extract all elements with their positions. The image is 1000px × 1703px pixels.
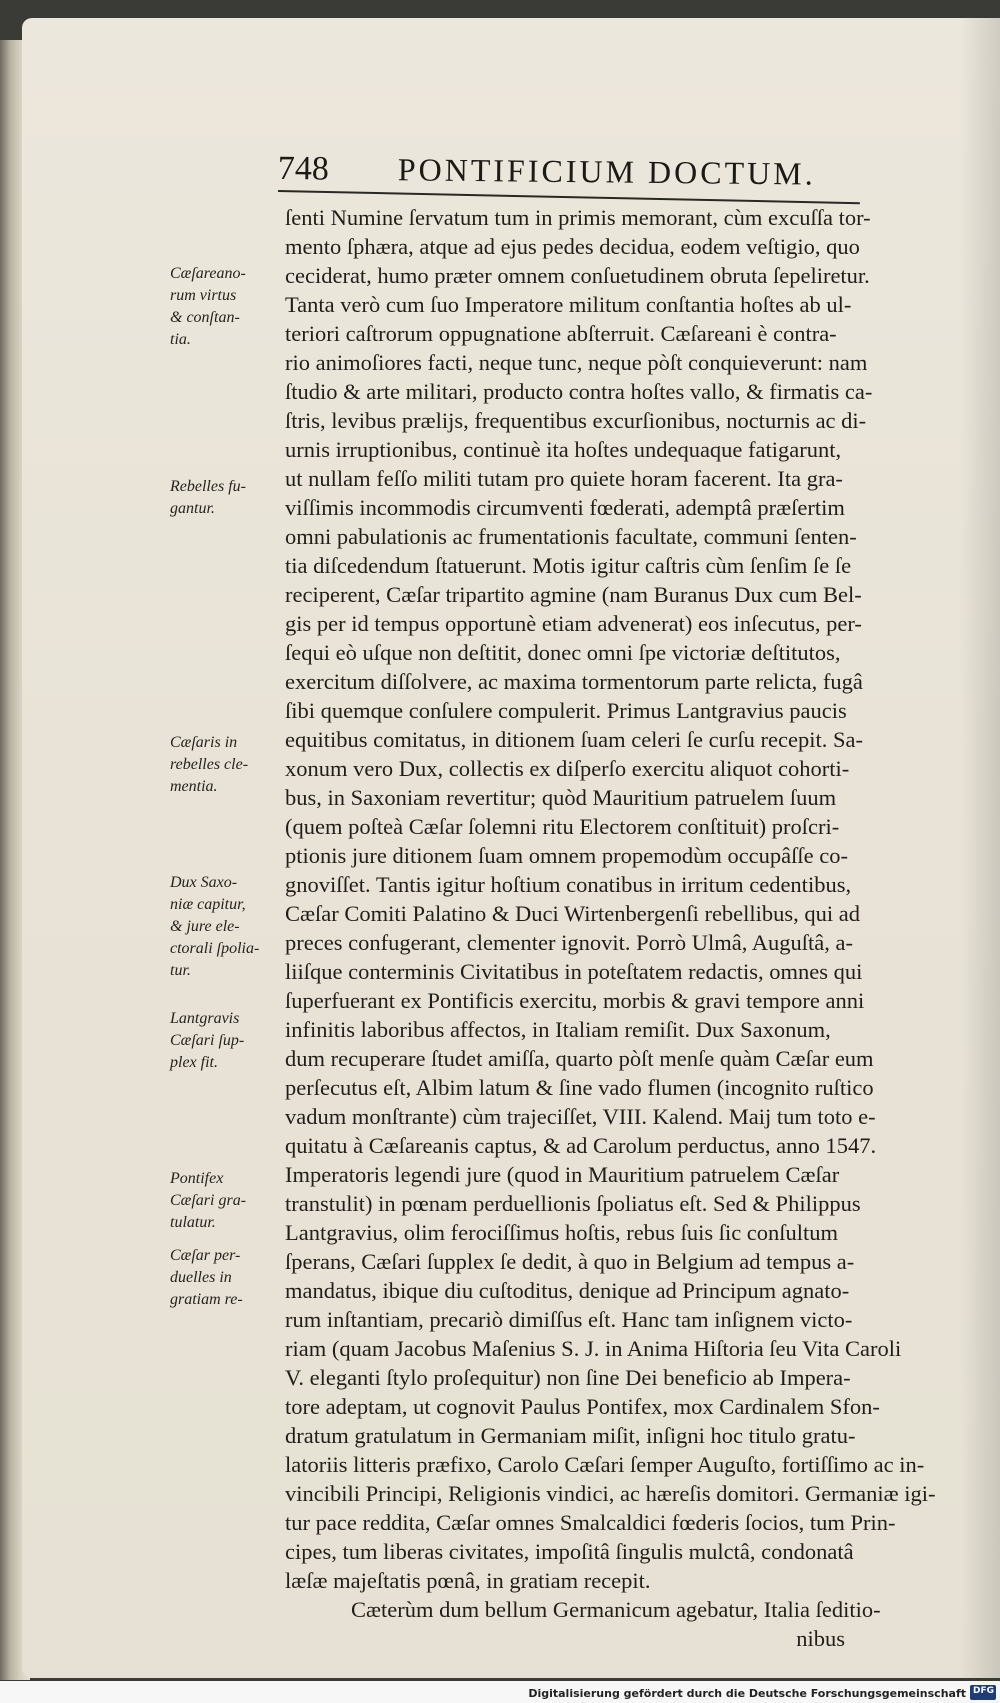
- text-line: liiſque conterminis Civitatibus in poteſtatem redactis, omnes qui: [285, 959, 863, 984]
- text-line: ſuperfuerant ex Pontificis exercitu, morbis & gravi tempore anni: [285, 988, 865, 1013]
- text-line: perſecutus eſt, Albim latum & ſine vado flumen (incognito ruſtico: [285, 1075, 874, 1100]
- marginal-note: [170, 263, 280, 351]
- text-line: dratum gratulatum in Germaniam miſit, inſigni hoc titulo gratu-: [285, 1423, 856, 1448]
- text-line: ſtris, levibus prælijs, frequentibus excurſionibus, nocturnis ac di-: [285, 408, 867, 433]
- marginal-note: [170, 1008, 280, 1074]
- text-line: ſtudio & arte militari, producto contra hoſtes vallo, & firmatis ca-: [285, 379, 873, 404]
- marginal-note-line: gratiam re-: [170, 1291, 243, 1308]
- marginal-note-line: Cæſari gra-: [170, 1192, 247, 1209]
- marginal-note: [170, 1245, 280, 1311]
- text-line: ſibi quemque conſulere compulerit. Primus Lantgravius paucis: [285, 698, 847, 723]
- marginal-note-line: ctorali ſpolia-: [170, 940, 260, 957]
- text-line: dum recuperare ſtudet amiſſa, quarto pòſt menſe quàm Cæſar eum: [285, 1046, 874, 1071]
- text-line: ſenti Numine ſervatum tum in primis memorant, cùm excuſſa tor-: [285, 205, 871, 230]
- text-line: xonum vero Dux, collectis ex diſperſo exercitu aliquot cohorti-: [285, 756, 850, 781]
- dfg-logo: DFG: [970, 1685, 996, 1700]
- text-line: teriori caſtrorum oppugnatione abſterruit. Cæſareani è contra-: [285, 321, 837, 346]
- text-line: riam (quam Jacobus Maſenius S. J. in Anima Hiſtoria ſeu Vita Caroli: [285, 1336, 902, 1361]
- marginal-note: [170, 1168, 280, 1234]
- text-line: viſſimis incommodis circumventi fœderati, ademptâ præſertim: [285, 495, 845, 520]
- text-line: tore adeptam, ut cognovit Paulus Pontifex, mox Cardinalem Sfon-: [285, 1394, 880, 1419]
- marginal-note: [170, 732, 280, 798]
- marginal-note-line: Pontifex: [170, 1170, 224, 1187]
- text-line: mandatus, ibique diu cuſtoditus, denique ad Principum agnato-: [285, 1278, 850, 1303]
- text-line: tur pace reddita, Cæſar omnes Smalcaldici fœderis ſocios, tum Prin-: [285, 1510, 896, 1535]
- text-line: nibus: [796, 1626, 845, 1651]
- text-line: Lantgravius, olim ferociſſimus hoſtis, rebus ſuis ſic conſultum: [285, 1220, 839, 1245]
- marginal-note: [170, 872, 280, 982]
- text-line: ſequi eò uſque non deſtitit, donec omni ſpe victoriæ deſtitutos,: [285, 640, 841, 665]
- text-line: exercitum diſſolvere, ac maxima tormentorum parte relicta, fugâ: [285, 669, 863, 694]
- text-line: rio animoſiores facti, neque tunc, neque pòſt conquieverunt: nam: [285, 350, 868, 375]
- marginal-note-line: Cæſareano-: [170, 265, 246, 282]
- text-line: V. eleganti ſtylo proſequitur) non ſine Dei beneficio ab Impera-: [285, 1365, 851, 1390]
- marginal-note-line: Dux Saxo-: [170, 874, 238, 891]
- marginal-note-line: plex fit.: [170, 1054, 218, 1071]
- marginal-note-line: rum virtus: [170, 287, 237, 304]
- marginal-note-line: Lantgravis: [170, 1010, 240, 1027]
- text-line: preces confugerant, clementer ignovit. Porrò Ulmâ, Auguſtâ, a-: [285, 930, 853, 955]
- marginal-note-line: tia.: [170, 331, 191, 348]
- page-title: PONTIFICIUM DOCTUM.: [397, 151, 816, 192]
- text-line: Cæterùm dum bellum Germanicum agebatur, Italia ſeditio-: [351, 1597, 881, 1622]
- marginal-note-line: gantur.: [170, 500, 215, 517]
- text-line: quitatu à Cæſareanis captus, & ad Carolum perductus, anno 1547.: [285, 1133, 877, 1158]
- text-line: latoriis litteris præfixo, Carolo Cæſari ſemper Auguſto, fortiſſimo ac in-: [285, 1452, 925, 1477]
- text-line: urnis irruptionibus, continuè ita hoſtes undequaque fatigarunt,: [285, 437, 842, 462]
- text-line: ut nullam feſſo militi tutam pro quiete horam facerent. Ita gra-: [285, 466, 843, 491]
- text-line: tia diſcedendum ſtatuerunt. Motis igitur caſtris cùm ſenſim ſe ſe: [285, 553, 852, 578]
- marginal-note-line: tur.: [170, 962, 191, 979]
- text-line: Cæſar Comiti Palatino & Duci Wirtenbergenſi rebellibus, qui ad: [285, 901, 861, 926]
- page-number: 748: [277, 150, 329, 188]
- text-line: equitibus comitatus, in ditionem ſuam celeri ſe curſu recepit. Sa-: [285, 727, 863, 752]
- marginal-note-line: rebelles cle-: [170, 756, 249, 773]
- marginal-note-line: & conſtan-: [170, 309, 240, 326]
- marginal-note-line: Cæſar per-: [170, 1247, 241, 1264]
- text-line: omni pabulationis ac frumentationis facultate, communi ſenten-: [285, 524, 857, 549]
- body-text: [285, 203, 936, 1653]
- text-line: cipes, tum liberas civitates, impoſitâ ſingulis mulctâ, condonatâ: [285, 1539, 854, 1564]
- marginal-note: [170, 476, 280, 520]
- text-line: infinitis laboribus affectos, in Italiam remiſit. Dux Saxonum,: [285, 1017, 831, 1042]
- text-line: reciperent, Cæſar tripartito agmine (nam Buranus Dux cum Bel-: [285, 582, 862, 607]
- footer-credit: Digitalisierung gefördert durch die Deutsche Forschungsgemeinschaft: [528, 1687, 966, 1700]
- marginal-note-line: mentia.: [170, 778, 218, 795]
- text-line: Tanta verò cum ſuo Imperatore militum conſtantia hoſtes ab ul-: [285, 292, 852, 317]
- text-line: ptionis jure ditionem ſuam omnem propemodùm occupâſſe co-: [285, 843, 848, 868]
- text-line: gis per id tempus opportunè etiam advenerat) eos inſecutus, per-: [285, 611, 862, 636]
- text-line: bus, in Saxoniam revertitur; quòd Mauritium patruelem ſuum: [285, 785, 837, 810]
- text-line: ceciderat, humo præter omnem conſuetudinem obruta ſepeliretur.: [285, 263, 870, 288]
- footer-strip: [0, 1681, 1000, 1703]
- marginal-note-line: Cæſaris in: [170, 734, 238, 751]
- text-line: transtulit) in pœnam perduellionis ſpoliatus eſt. Sed & Philippus: [285, 1191, 861, 1216]
- text-line: gnoviſſet. Tantis igitur hoſtium conatibus in irritum cedentibus,: [285, 872, 852, 897]
- marginal-note-line: Rebelles fu-: [170, 478, 246, 495]
- text-line: vincibili Principi, Religionis vindici, ac hæreſis domitori. Germaniæ igi-: [285, 1481, 936, 1506]
- marginal-note-line: duelles in: [170, 1269, 232, 1286]
- text-line: rum inſtantiam, precariò dimiſſus eſt. Hanc tam inſignem victo-: [285, 1307, 853, 1332]
- text-line: mento ſphæra, atque ad ejus pedes decidua, eodem veſtigio, quo: [285, 234, 860, 259]
- text-line: Imperatoris legendi jure (quod in Mauritium patruelem Cæſar: [285, 1162, 840, 1187]
- text-line: læſæ majeſtatis pœnâ, in gratiam recepit.: [285, 1568, 651, 1593]
- marginal-note-line: & jure ele-: [170, 918, 240, 935]
- marginal-note-line: tulatur.: [170, 1214, 216, 1231]
- marginal-note-line: niæ capitur,: [170, 896, 246, 913]
- text-line: (quem poſteà Cæſar ſolemni ritu Electorem conſtituit) proſcri-: [285, 814, 840, 839]
- marginal-note-line: Cæſari ſup-: [170, 1032, 245, 1049]
- text-line: vadum monſtrante) cùm trajeciſſet, VIII. Kalend. Maij tum toto e-: [285, 1104, 876, 1129]
- text-line: ſperans, Cæſari ſupplex ſe dedit, à quo in Belgium ad tempus a-: [285, 1249, 855, 1274]
